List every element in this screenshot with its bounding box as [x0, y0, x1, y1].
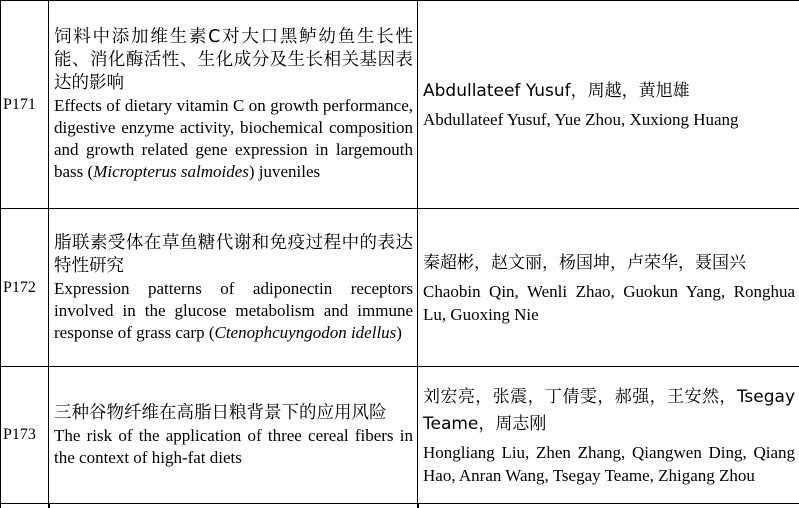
table-row	[1, 209, 799, 367]
column-divider	[417, 503, 419, 508]
authors-cell	[418, 1, 799, 209]
paper-title-zh: 脂联素受体在草鱼糖代谢和免疫过程中的表达特性研究	[54, 232, 413, 276]
column-divider	[48, 503, 50, 508]
authors-zh: 刘宏亮，张震，丁倩雯，郝强，王安然，Tsegay Teame，周志刚	[423, 386, 795, 434]
next-row-edge	[0, 503, 799, 508]
authors-zh: 秦超彬，赵文丽，杨国坤，卢荣华，聂国兴	[423, 252, 746, 273]
paper-id: P173	[1, 367, 49, 504]
paper-id: P172	[1, 209, 49, 367]
authors-cell	[418, 209, 799, 367]
title-en-text: The risk of the application of three cereal fibers in the context of high-fat diets	[54, 425, 413, 467]
paper-title-cell	[49, 209, 418, 367]
table-row	[1, 1, 799, 209]
authors-zh: Abdullateef Yusuf，周越，黄旭雄	[423, 81, 690, 101]
title-en-text: Effects of dietary vitamin C on growth performance, digestive enzyme activity, biochemical composition and growth related gene expression in largemouth bass (	[54, 96, 413, 181]
table-row	[1, 367, 799, 504]
authors-en: Abdullateef Yusuf, Yue Zhou, Xuxiong Huang	[423, 110, 739, 129]
title-en-text: ) juveniles	[248, 162, 321, 181]
paper-title-en	[54, 425, 413, 469]
species-name: Micropterus salmoides	[93, 162, 249, 181]
title-en-text: )	[396, 322, 402, 342]
paper-id: P171	[1, 1, 49, 209]
paper-title-cell	[49, 1, 418, 209]
authors-cell	[418, 367, 799, 504]
authors-en: Hongliang Liu, Zhen Zhang, Qiangwen Ding, Qiang Hao, Anran Wang, Tsegay Teame, Zhigang Zhou	[423, 442, 795, 485]
species-name: Ctenophcuyngodon idellus	[214, 322, 397, 342]
paper-title-en	[54, 278, 413, 344]
paper-title-cell	[49, 367, 418, 504]
title-en-text: Expression patterns of adiponectin receptors involved in the glucose metabolism and immune response of grass carp (	[54, 278, 413, 342]
paper-title-zh: 饲料中添加维生素C对大口黑鲈幼鱼生长性能、消化酶活性、生化成分及生长相关基因表达的影响	[54, 27, 413, 93]
paper-title-zh: 三种谷物纤维在高脂日粮背景下的应用风险	[54, 402, 387, 423]
paper-title-en	[54, 95, 413, 183]
authors-en: Chaobin Qin, Wenli Zhao, Guokun Yang, Ronghua Lu, Guoxing Nie	[423, 281, 795, 324]
